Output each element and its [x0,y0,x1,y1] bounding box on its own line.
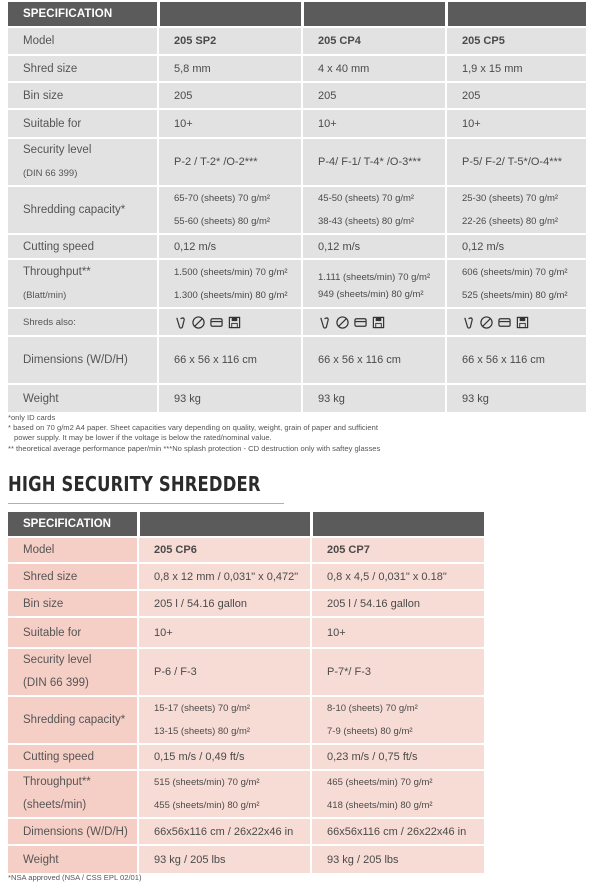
title-divider [8,503,284,504]
value-cell: 10+ [158,109,302,138]
value-line: 65-70 (sheets) 70 g/m² [174,193,271,204]
spec-header-blank [311,512,484,537]
value-cell [138,696,311,744]
card-icon [498,316,511,329]
spec-header: SPECIFICATION [8,512,138,537]
value-cell: 0,8 x 12 mm / 0,031" x 0,472" [138,563,311,590]
icons-cell [302,308,446,336]
section-title: HIGH SECURITY SHREDDER [8,472,261,496]
value-cell: 66x56x116 cm / 26x22x46 in [311,818,484,845]
value-line: 455 (sheets/min) 80 g/m² [154,800,260,811]
paperclip-icon [174,316,187,329]
value-cell: 66 x 56 x 116 cm [158,336,302,384]
row-label [8,138,158,186]
value-cell [311,696,484,744]
value-cell: 93 kg [158,384,302,412]
row-label-sub: (DIN 66 399) [23,677,89,689]
value-cell: 66 x 56 x 116 cm [446,336,586,384]
row-label: Weight [8,845,138,873]
value-cell [446,259,586,308]
row-label-main: Security level [23,654,92,666]
row-label: Shreds also: [8,308,158,336]
row-label-sub: (Blatt/min) [23,289,67,301]
value-cell: 10+ [302,109,446,138]
value-cell [302,259,446,308]
value-cell: 0,15 m/s / 0,49 ft/s [138,744,311,770]
value-cell: 93 kg / 205 lbs [138,845,311,873]
value-cell: 5,8 mm [158,55,302,82]
spec-table-1 [8,2,586,412]
value-cell: 66 x 56 x 116 cm [302,336,446,384]
row-label: Model [8,537,138,563]
row-label-main: Throughput** [23,776,91,788]
value-cell: 93 kg / 205 lbs [311,845,484,873]
value-line: 25-30 (sheets) 70 g/m² [462,193,559,204]
value-cell: 0,12 m/s [446,234,586,259]
value-cell: 205 [158,82,302,109]
value-cell [302,186,446,234]
value-cell: 4 x 40 mm [302,55,446,82]
value-line: 1.300 (sheets/min) 80 g/m² [174,289,288,301]
spec-header: SPECIFICATION [8,2,158,27]
value-cell: P-2 / T-2* /O-2*** [158,138,302,186]
row-label: Bin size [8,82,158,109]
spec-header-blank [302,2,446,27]
card-icon [354,316,367,329]
floppy-icon [372,316,385,329]
floppy-icon [516,316,529,329]
row-label-sub: (DIN 66 399) [23,168,78,179]
floppy-icon [228,316,241,329]
model-cell: 205 CP5 [446,27,586,55]
card-icon [210,316,223,329]
value-cell: 205 l / 54.16 gallon [311,590,484,617]
value-line: 525 (sheets/min) 80 g/m² [462,289,568,301]
value-cell [158,186,302,234]
value-cell: 205 [446,82,586,109]
value-cell: P-4/ F-1/ T-4* /O-3*** [302,138,446,186]
row-label: Bin size [8,590,138,617]
cd-icon [480,316,493,329]
value-cell [446,186,586,234]
row-label: Shred size [8,55,158,82]
row-label: Shredding capacity* [8,186,158,234]
value-line: 515 (sheets/min) 70 g/m² [154,777,260,788]
value-line: 15-17 (sheets) 70 g/m² [154,703,251,714]
value-cell: 93 kg [302,384,446,412]
icons-cell [158,308,302,336]
icons-cell [446,308,586,336]
row-label: Suitable for [8,617,138,648]
model-cell: 205 CP4 [302,27,446,55]
value-line: 55-60 (sheets) 80 g/m² [174,216,271,227]
model-cell: 205 SP2 [158,27,302,55]
footnote: *only ID cards [8,413,56,422]
row-label [8,648,138,696]
value-cell: P-5/ F-2/ T-5*/O-4*** [446,138,586,186]
model-cell: 205 CP7 [311,537,484,563]
value-cell: P-6 / F-3 [138,648,311,696]
value-cell: 10+ [446,109,586,138]
row-label-main: Throughput** [23,265,91,278]
value-cell: P-7*/ F-3 [311,648,484,696]
cd-icon [336,316,349,329]
value-line: 465 (sheets/min) 70 g/m² [327,777,433,788]
value-line: 418 (sheets/min) 80 g/m² [327,800,433,811]
row-label: Suitable for [8,109,158,138]
value-line: 1.111 (sheets/min) 70 g/m² [318,271,431,283]
row-label [8,770,138,818]
value-cell [311,770,484,818]
footnote: * based on 70 g/m2 A4 paper. Sheet capacities vary depending on quality, weight, grain of paper and sufficient [8,423,378,433]
value-cell: 10+ [138,617,311,648]
value-cell: 0,12 m/s [302,234,446,259]
value-cell: 0,23 m/s / 0,75 ft/s [311,744,484,770]
value-cell: 66x56x116 cm / 26x22x46 in [138,818,311,845]
value-line: 1.500 (sheets/min) 70 g/m² [174,266,288,278]
footnote: ** theoretical average performance paper/min ***No splash protection - CD destruction only with saftey glasses [8,443,381,453]
footnotes [8,413,596,454]
row-label: Dimensions (W/D/H) [8,818,138,845]
paperclip-icon [318,316,331,329]
value-line: 7-9 (sheets) 80 g/m² [327,726,413,737]
row-label: Weight [8,384,158,412]
value-line: 606 (sheets/min) 70 g/m² [462,266,568,278]
value-line: 949 (sheets/min) 80 g/m² [318,288,424,300]
row-label-main: Security level [23,144,92,156]
row-label: Dimensions (W/D/H) [8,336,158,384]
cd-icon [192,316,205,329]
row-label [8,259,158,308]
value-cell: 205 [302,82,446,109]
value-cell [158,259,302,308]
value-cell: 93 kg [446,384,586,412]
value-line: 22-26 (sheets) 80 g/m² [462,216,559,227]
paperclip-icon [462,316,475,329]
row-label: Shredding capacity* [8,696,138,744]
value-line: 38-43 (sheets) 80 g/m² [318,216,415,227]
row-label-sub: (sheets/min) [23,799,87,811]
value-cell: 1,9 x 15 mm [446,55,586,82]
spec-table-2 [8,512,484,873]
value-cell: 0,12 m/s [158,234,302,259]
footnote-nsa: *NSA approved (NSA / CSS EPL 02/01) [8,873,142,882]
value-line: 13-15 (sheets) 80 g/m² [154,726,251,737]
value-cell [138,770,311,818]
row-label: Shred size [8,563,138,590]
value-line: 45-50 (sheets) 70 g/m² [318,193,415,204]
value-cell: 0,8 x 4,5 / 0,031" x 0.18" [311,563,484,590]
value-cell: 10+ [311,617,484,648]
spec-header-blank [158,2,302,27]
footnote: power supply. It may be lower if the voltage is below the rated/nominal value. [14,433,272,443]
model-cell: 205 CP6 [138,537,311,563]
row-label: Cutting speed [8,744,138,770]
value-cell: 205 l / 54.16 gallon [138,590,311,617]
row-label: Model [8,27,158,55]
row-label: Cutting speed [8,234,158,259]
value-line: 8-10 (sheets) 70 g/m² [327,703,418,714]
spec-header-blank [138,512,311,537]
spec-header-blank [446,2,586,27]
